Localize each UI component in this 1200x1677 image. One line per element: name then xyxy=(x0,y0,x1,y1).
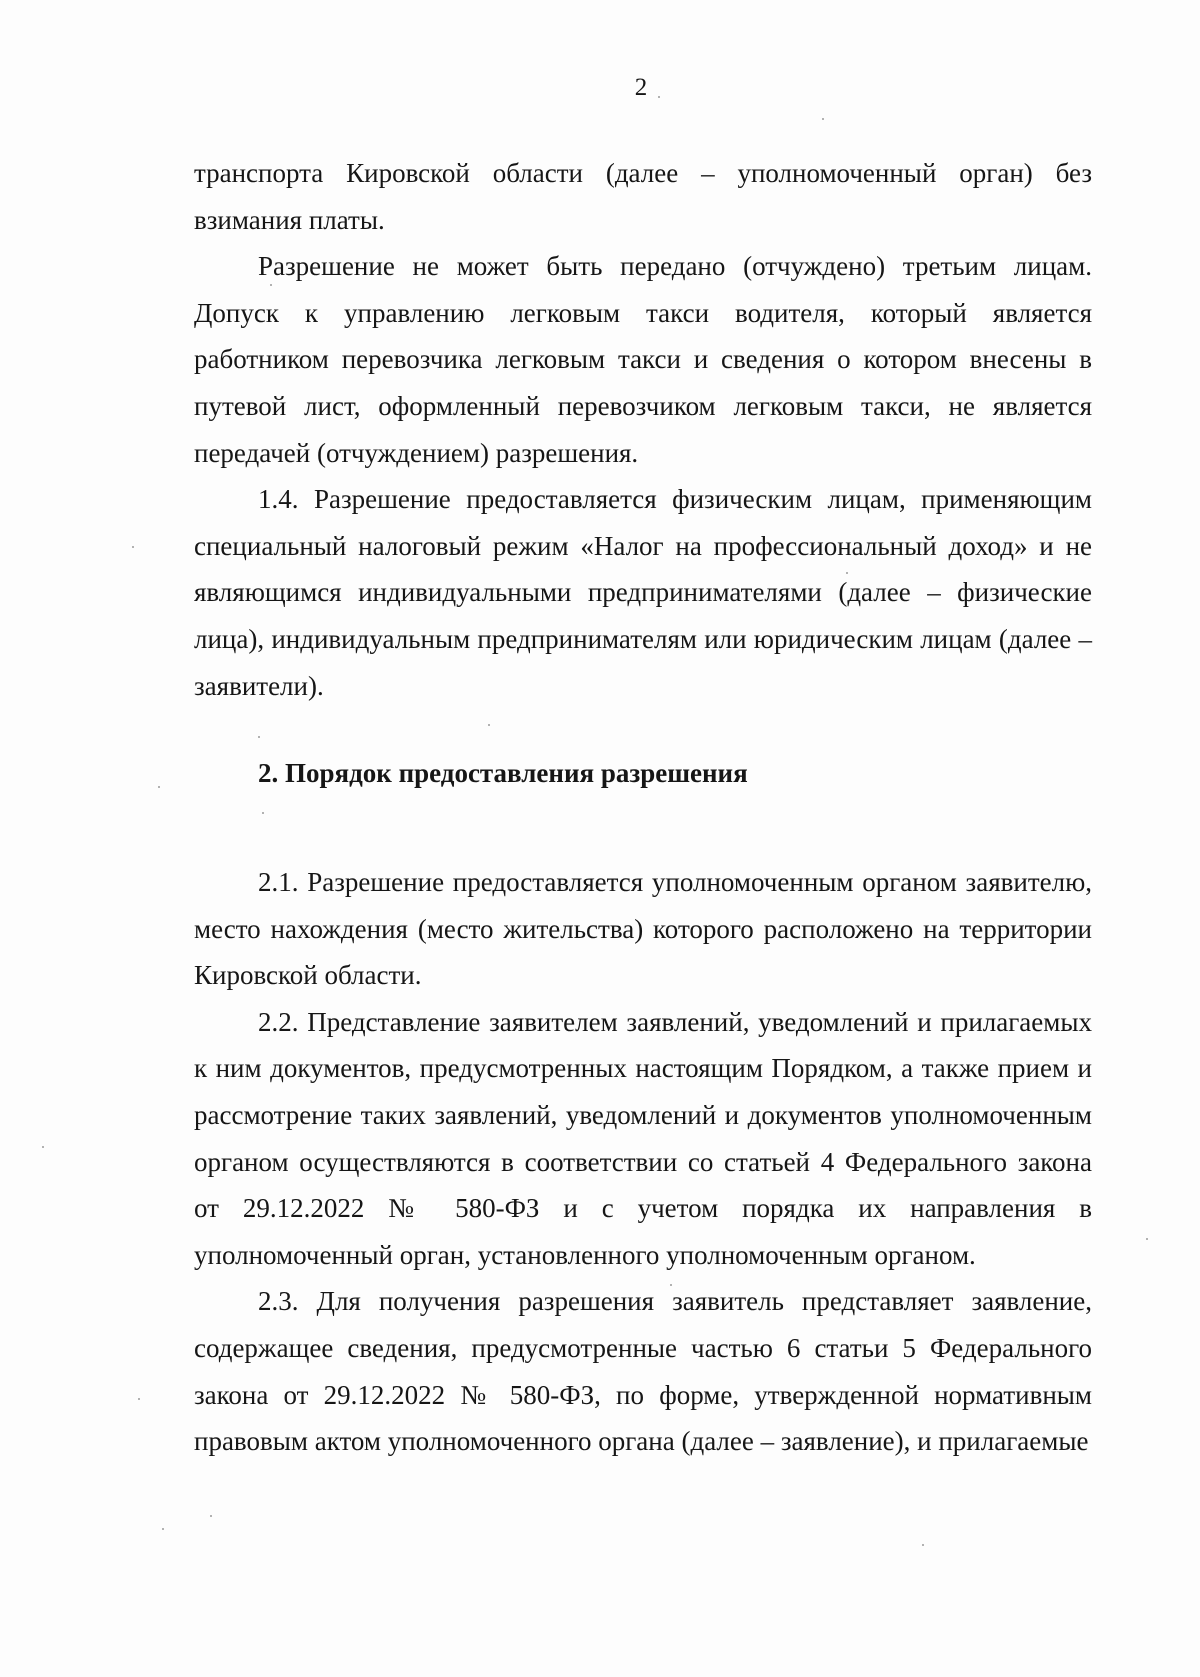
paragraph-1-4: 1.4. Разрешение предоставляется физическим лицам, применяющим специальный налоговый режим «Налог на профессиональный доход» и не являющимся индивидуальными предпринимателями (далее – физические лица), индивидуальным предпринимателям или юридическим лицам (далее – заявители). xyxy=(194,484,1092,701)
scan-speck xyxy=(42,1146,44,1148)
text-block-continuation xyxy=(194,150,1092,709)
page-number: 2 xyxy=(634,74,648,101)
scan-speck xyxy=(258,736,260,738)
scan-speck xyxy=(846,572,848,574)
scan-speck xyxy=(822,118,824,120)
scan-speck xyxy=(132,546,134,548)
scan-speck xyxy=(488,724,490,726)
scan-speck xyxy=(270,284,272,286)
scan-speck xyxy=(670,1284,672,1286)
scan-speck xyxy=(138,1398,140,1400)
paragraph-transfer-restriction: Разрешение не может быть передано (отчуждено) третьим лицам. Допуск к управлению легковым такси водителя, который является работником перевозчика легковым такси и сведения о котором внесены в путевой лист, оформленный перевозчиком легковым такси, не является передачей (отчуждением) разрешения. xyxy=(194,251,1092,468)
scan-speck xyxy=(262,812,264,814)
scan-speck xyxy=(1146,1238,1148,1240)
paragraph-2-1: 2.1. Разрешение предоставляется уполномоченным органом заявителю, место нахождения (место жительства) которого расположено на территории Кировской области. xyxy=(194,867,1092,991)
scan-speck xyxy=(158,786,160,788)
text-block-section-2 xyxy=(194,859,1092,1465)
scan-speck xyxy=(922,1544,924,1546)
scan-speck xyxy=(210,1515,212,1517)
scan-speck xyxy=(658,96,660,98)
section-heading: 2. Порядок предоставления разрешения xyxy=(258,758,748,788)
scan-speck xyxy=(162,1528,164,1530)
paragraph-2-2: 2.2. Представление заявителем заявлений, уведомлений и прилагаемых к ним документов, предусмотренных настоящим Порядком, а также прием и рассмотрение таких заявлений, уведомлений и документов уполномоченным органом осуществляются в соответствии со статьей 4 Федерального закона от 29.12.2022 № 580-ФЗ и с учетом порядка их направления в уполномоченный орган, установленного уполномоченным органом. xyxy=(194,1006,1092,1270)
paragraph-continuation: транспорта Кировской области (далее – уполномоченный орган) без взимания платы. xyxy=(194,158,1092,235)
paragraph-2-3: 2.3. Для получения разрешения заявитель представляет заявление, содержащее сведения, предусмотренные частью 6 статьи 5 Федерального закона от 29.12.2022 № 580-ФЗ, по форме, утвержденной нормативным правовым актом уполномоченного органа (далее – заявление), и прилагаемые xyxy=(194,1286,1092,1457)
